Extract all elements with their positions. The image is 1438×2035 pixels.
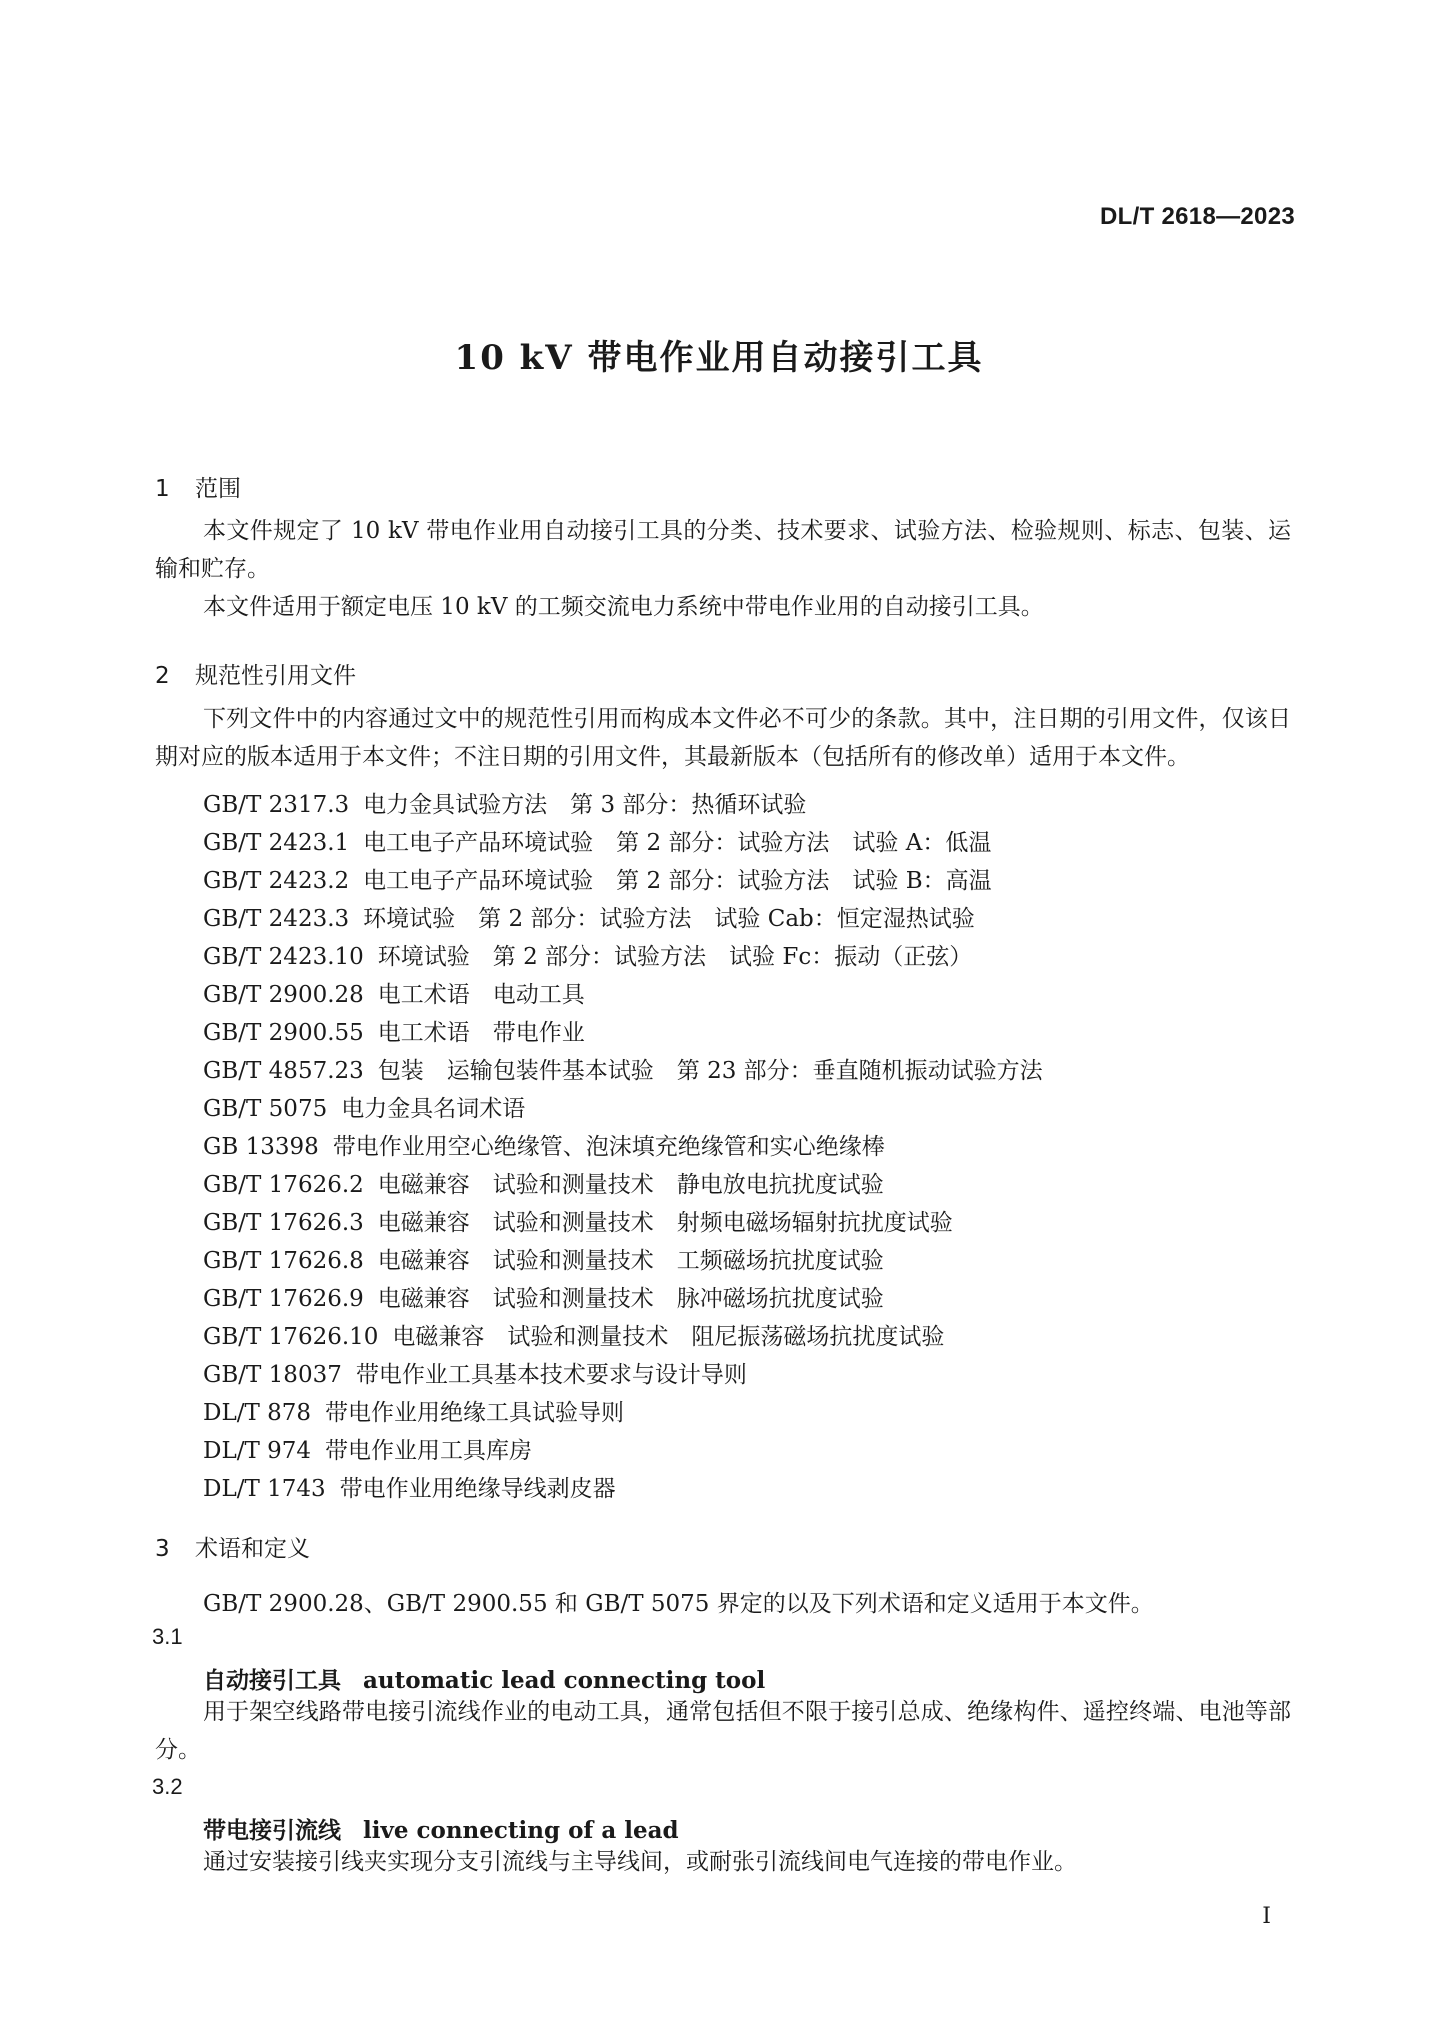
normative-references-intro: 下列文件中的内容通过文中的规范性引用而构成本文件必不可少的条款。其中，注日期的引用文件，仅该日期对应的版本适用于本文件；不注日期的引用文件，其最新版本（包括所有的修改单）适用于本文件。 xyxy=(155,706,1291,770)
terms-intro: GB/T 2900.28、GB/T 2900.55 和 GB/T 5075 界定的以及下列术语和定义适用于本文件。 xyxy=(203,1591,1154,1617)
reference-code: GB/T 2317.3 xyxy=(203,792,350,818)
term-heading xyxy=(203,1662,765,1695)
reference-item xyxy=(203,1014,1043,1052)
reference-code: DL/T 974 xyxy=(203,1438,312,1464)
reference-title: 带电作业用空心绝缘管、泡沫填充绝缘管和实心绝缘棒 xyxy=(332,1134,885,1160)
reference-code: GB/T 2423.3 xyxy=(203,906,350,932)
reference-code: GB/T 2900.55 xyxy=(203,1020,364,1046)
term-english: live connecting of a lead xyxy=(363,1817,679,1844)
reference-code: DL/T 1743 xyxy=(203,1476,326,1502)
scope-paragraph-2: 本文件适用于额定电压 10 kV 的工频交流电力系统中带电作业用的自动接引工具。 xyxy=(203,594,1044,620)
section-1-heading xyxy=(155,470,241,503)
section-number: 2 xyxy=(155,663,170,689)
reference-title: 电磁兼容 试验和测量技术 静电放电抗扰度试验 xyxy=(377,1172,884,1198)
reference-item xyxy=(203,824,1043,862)
section-number: 1 xyxy=(155,476,170,502)
reference-item xyxy=(203,1204,1043,1242)
reference-code: GB/T 2423.1 xyxy=(203,830,350,856)
reference-title: 电磁兼容 试验和测量技术 脉冲磁场抗扰度试验 xyxy=(377,1286,884,1312)
term-definition: 用于架空线路带电接引流线作业的电动工具，通常包括但不限于接引总成、绝缘构件、遥控终端、电池等部分。 xyxy=(155,1699,1291,1763)
reference-item xyxy=(203,1318,1043,1356)
reference-title: 环境试验 第 2 部分：试验方法 试验 Cab：恒定湿热试验 xyxy=(363,906,975,932)
term-english: automatic lead connecting tool xyxy=(363,1667,766,1694)
term-heading xyxy=(203,1812,679,1845)
reference-item xyxy=(203,900,1043,938)
reference-title: 电工电子产品环境试验 第 2 部分：试验方法 试验 B：高温 xyxy=(363,868,992,894)
section-3-heading xyxy=(155,1530,310,1563)
reference-code: GB/T 17626.2 xyxy=(203,1172,364,1198)
reference-title: 电磁兼容 试验和测量技术 射频电磁场辐射抗扰度试验 xyxy=(377,1210,953,1236)
reference-code: GB/T 5075 xyxy=(203,1096,328,1122)
reference-code: GB/T 2423.2 xyxy=(203,868,350,894)
document-title: 10 kV 带电作业用自动接引工具 xyxy=(454,338,984,378)
reference-item xyxy=(203,1280,1043,1318)
section-2-heading xyxy=(155,657,356,690)
reference-item xyxy=(203,786,1043,824)
term-chinese: 带电接引流线 xyxy=(203,1817,341,1844)
reference-title: 包装 运输包装件基本试验 第 23 部分：垂直随机振动试验方法 xyxy=(377,1058,1043,1084)
reference-code: GB/T 2423.10 xyxy=(203,944,364,970)
document-code: DL/T 2618—2023 xyxy=(1100,203,1295,230)
reference-item xyxy=(203,1356,1043,1394)
reference-title: 电力金具试验方法 第 3 部分：热循环试验 xyxy=(363,792,807,818)
reference-code: GB/T 17626.9 xyxy=(203,1286,364,1312)
reference-code: GB 13398 xyxy=(203,1134,319,1160)
reference-title: 电工电子产品环境试验 第 2 部分：试验方法 试验 A：低温 xyxy=(363,830,992,856)
reference-item xyxy=(203,862,1043,900)
scope-paragraph-1: 本文件规定了 10 kV 带电作业用自动接引工具的分类、技术要求、试验方法、检验规则、标志、包装、运输和贮存。 xyxy=(155,518,1291,582)
reference-item xyxy=(203,976,1043,1014)
page-number: I xyxy=(1262,1904,1271,1929)
reference-title: 电工术语 电动工具 xyxy=(377,982,585,1008)
reference-list xyxy=(203,786,1043,1508)
reference-title: 带电作业用绝缘工具试验导则 xyxy=(325,1400,625,1426)
reference-code: GB/T 17626.8 xyxy=(203,1248,364,1274)
reference-title: 带电作业用绝缘导线剥皮器 xyxy=(339,1476,616,1502)
reference-code: GB/T 18037 xyxy=(203,1362,342,1388)
reference-item xyxy=(203,1128,1043,1166)
reference-title: 电磁兼容 试验和测量技术 工频磁场抗扰度试验 xyxy=(377,1248,884,1274)
reference-item xyxy=(203,1432,1043,1470)
reference-item xyxy=(203,1052,1043,1090)
reference-item xyxy=(203,1166,1043,1204)
clause-number: 3.1 xyxy=(152,1624,183,1649)
reference-code: GB/T 17626.10 xyxy=(203,1324,379,1350)
term-chinese: 自动接引工具 xyxy=(203,1667,341,1694)
reference-item xyxy=(203,1242,1043,1280)
term-definition: 通过安装接引线夹实现分支引流线与主导线间，或耐张引流线间电气连接的带电作业。 xyxy=(203,1849,1077,1875)
reference-title: 电磁兼容 试验和测量技术 阻尼振荡磁场抗扰度试验 xyxy=(392,1324,945,1350)
reference-code: GB/T 17626.3 xyxy=(203,1210,364,1236)
section-title: 规范性引用文件 xyxy=(195,663,356,689)
section-title: 范围 xyxy=(195,476,241,502)
clause-number: 3.2 xyxy=(152,1774,183,1799)
reference-code: GB/T 2900.28 xyxy=(203,982,364,1008)
reference-title: 电力金具名词术语 xyxy=(341,1096,526,1122)
section-title: 术语和定义 xyxy=(195,1536,310,1562)
reference-title: 带电作业用工具库房 xyxy=(325,1438,533,1464)
reference-item xyxy=(203,1470,1043,1508)
reference-title: 环境试验 第 2 部分：试验方法 试验 Fc：振动（正弦） xyxy=(377,944,973,970)
reference-item xyxy=(203,1090,1043,1128)
reference-code: GB/T 4857.23 xyxy=(203,1058,364,1084)
section-number: 3 xyxy=(155,1536,170,1562)
reference-code: DL/T 878 xyxy=(203,1400,312,1426)
reference-item xyxy=(203,1394,1043,1432)
reference-title: 带电作业工具基本技术要求与设计导则 xyxy=(355,1362,747,1388)
reference-title: 电工术语 带电作业 xyxy=(377,1020,585,1046)
reference-item xyxy=(203,938,1043,976)
